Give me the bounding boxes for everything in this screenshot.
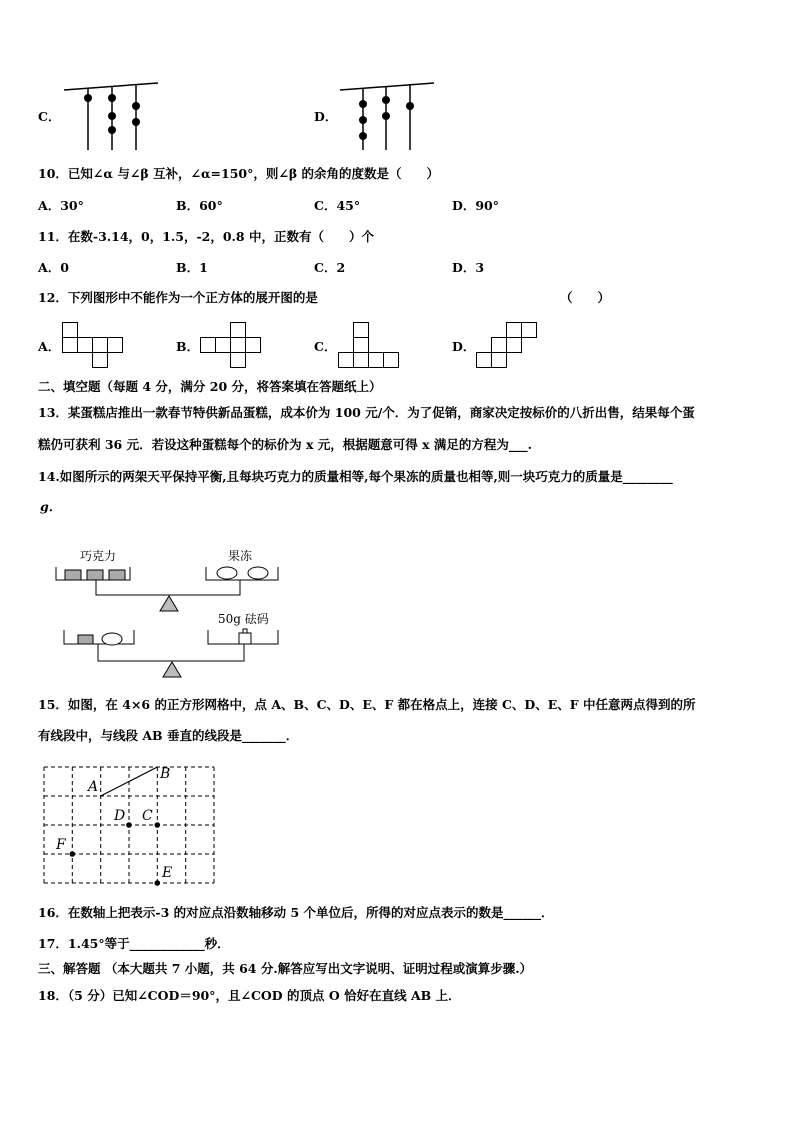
question-18: 18．（5 分）已知∠COD＝90°，且∠COD 的顶点 O 恰好在直线 AB 上． [38, 988, 461, 1003]
point-a-label: A [88, 779, 99, 795]
q11-option-d: D．3 [452, 260, 485, 275]
q12-option-c: C． [314, 339, 337, 354]
q10-option-b: B．60° [176, 198, 223, 213]
chocolate-label: 巧克力 [80, 549, 117, 563]
section-2-heading: 二、填空题（每题 4 分，满分 20 分，将答案填在答题纸上） [38, 379, 382, 394]
question-14-line-1: 14.如图所示的两架天平保持平衡,且每块巧克力的质量相等,每个果冻的质量也相等,则一块巧克力的质量是________ [38, 469, 673, 484]
jelly-label: 果冻 [228, 549, 253, 563]
question-12-stem: 12．下列图形中不能作为一个正方体的展开图的是 [38, 290, 318, 305]
q12-option-b: B． [176, 339, 200, 354]
question-12-paren: （ ） [560, 290, 611, 305]
q10-option-a: A．30° [38, 198, 84, 213]
point-f-label: F [56, 837, 66, 853]
q10-option-d: D．90° [452, 198, 499, 213]
grid-figure [44, 767, 214, 883]
question-16: 16．在数轴上把表示-3 的对应点沿数轴移动 5 个单位后，所得的对应点表示的数是______． [38, 905, 554, 920]
point-b-label: B [160, 766, 171, 782]
net-figure-b [200, 322, 264, 372]
q11-option-b: B．1 [176, 260, 208, 275]
weight-label: 50g 砝码 [218, 612, 269, 626]
question-17: 17．1.45°等于____________秒． [38, 936, 230, 951]
point-e-label: E [162, 865, 173, 881]
question-10-stem: 10．已知∠α 与∠β 互补，∠α=150°，则∠β 的余角的度数是（ ） [38, 166, 440, 181]
question-15-line-2: 有线段中，与线段 AB 垂直的线段是_______． [38, 728, 299, 743]
net-figure-d [476, 322, 542, 372]
q12-option-d: D． [452, 339, 476, 354]
balance-scales-figure [50, 560, 290, 685]
point-c-label: C [142, 808, 153, 824]
net-figure-a [62, 322, 126, 372]
abacus-figure-c [60, 78, 160, 153]
question-14-line-2: g． [40, 499, 62, 514]
option-d-label: D． [314, 109, 338, 124]
question-15-line-1: 15．如图，在 4×6 的正方形网格中，点 A、B、C、D、E、F 都在格点上，连接 C、D、E、F 中任意两点得到的所 [38, 697, 696, 712]
net-figure-c [338, 322, 404, 372]
point-d-label: D [114, 808, 126, 824]
question-13-line-1: 13．某蛋糕店推出一款春节特供新品蛋糕，成本价为 100 元/个．为了促销，商家决定按标价的八折出售，结果每个蛋 [38, 405, 695, 420]
q11-option-a: A．0 [38, 260, 69, 275]
section-3-heading: 三、解答题 （本大题共 7 小题，共 64 分.解答应写出文字说明、证明过程或演算步骤.） [38, 961, 533, 976]
q10-option-c: C．45° [314, 198, 361, 213]
abacus-figure-d [336, 78, 436, 153]
q11-option-c: C．2 [314, 260, 346, 275]
q12-option-a: A． [38, 339, 61, 354]
option-c-label: C． [38, 109, 61, 124]
question-13-line-2: 糕仍可获利 36 元．若设这种蛋糕每个的标价为 x 元，根据题意可得 x 满足的方程为___. [38, 437, 533, 452]
question-11-stem: 11．在数-3.14，0，1.5，-2，0.8 中，正数有（ ）个 [38, 229, 374, 244]
